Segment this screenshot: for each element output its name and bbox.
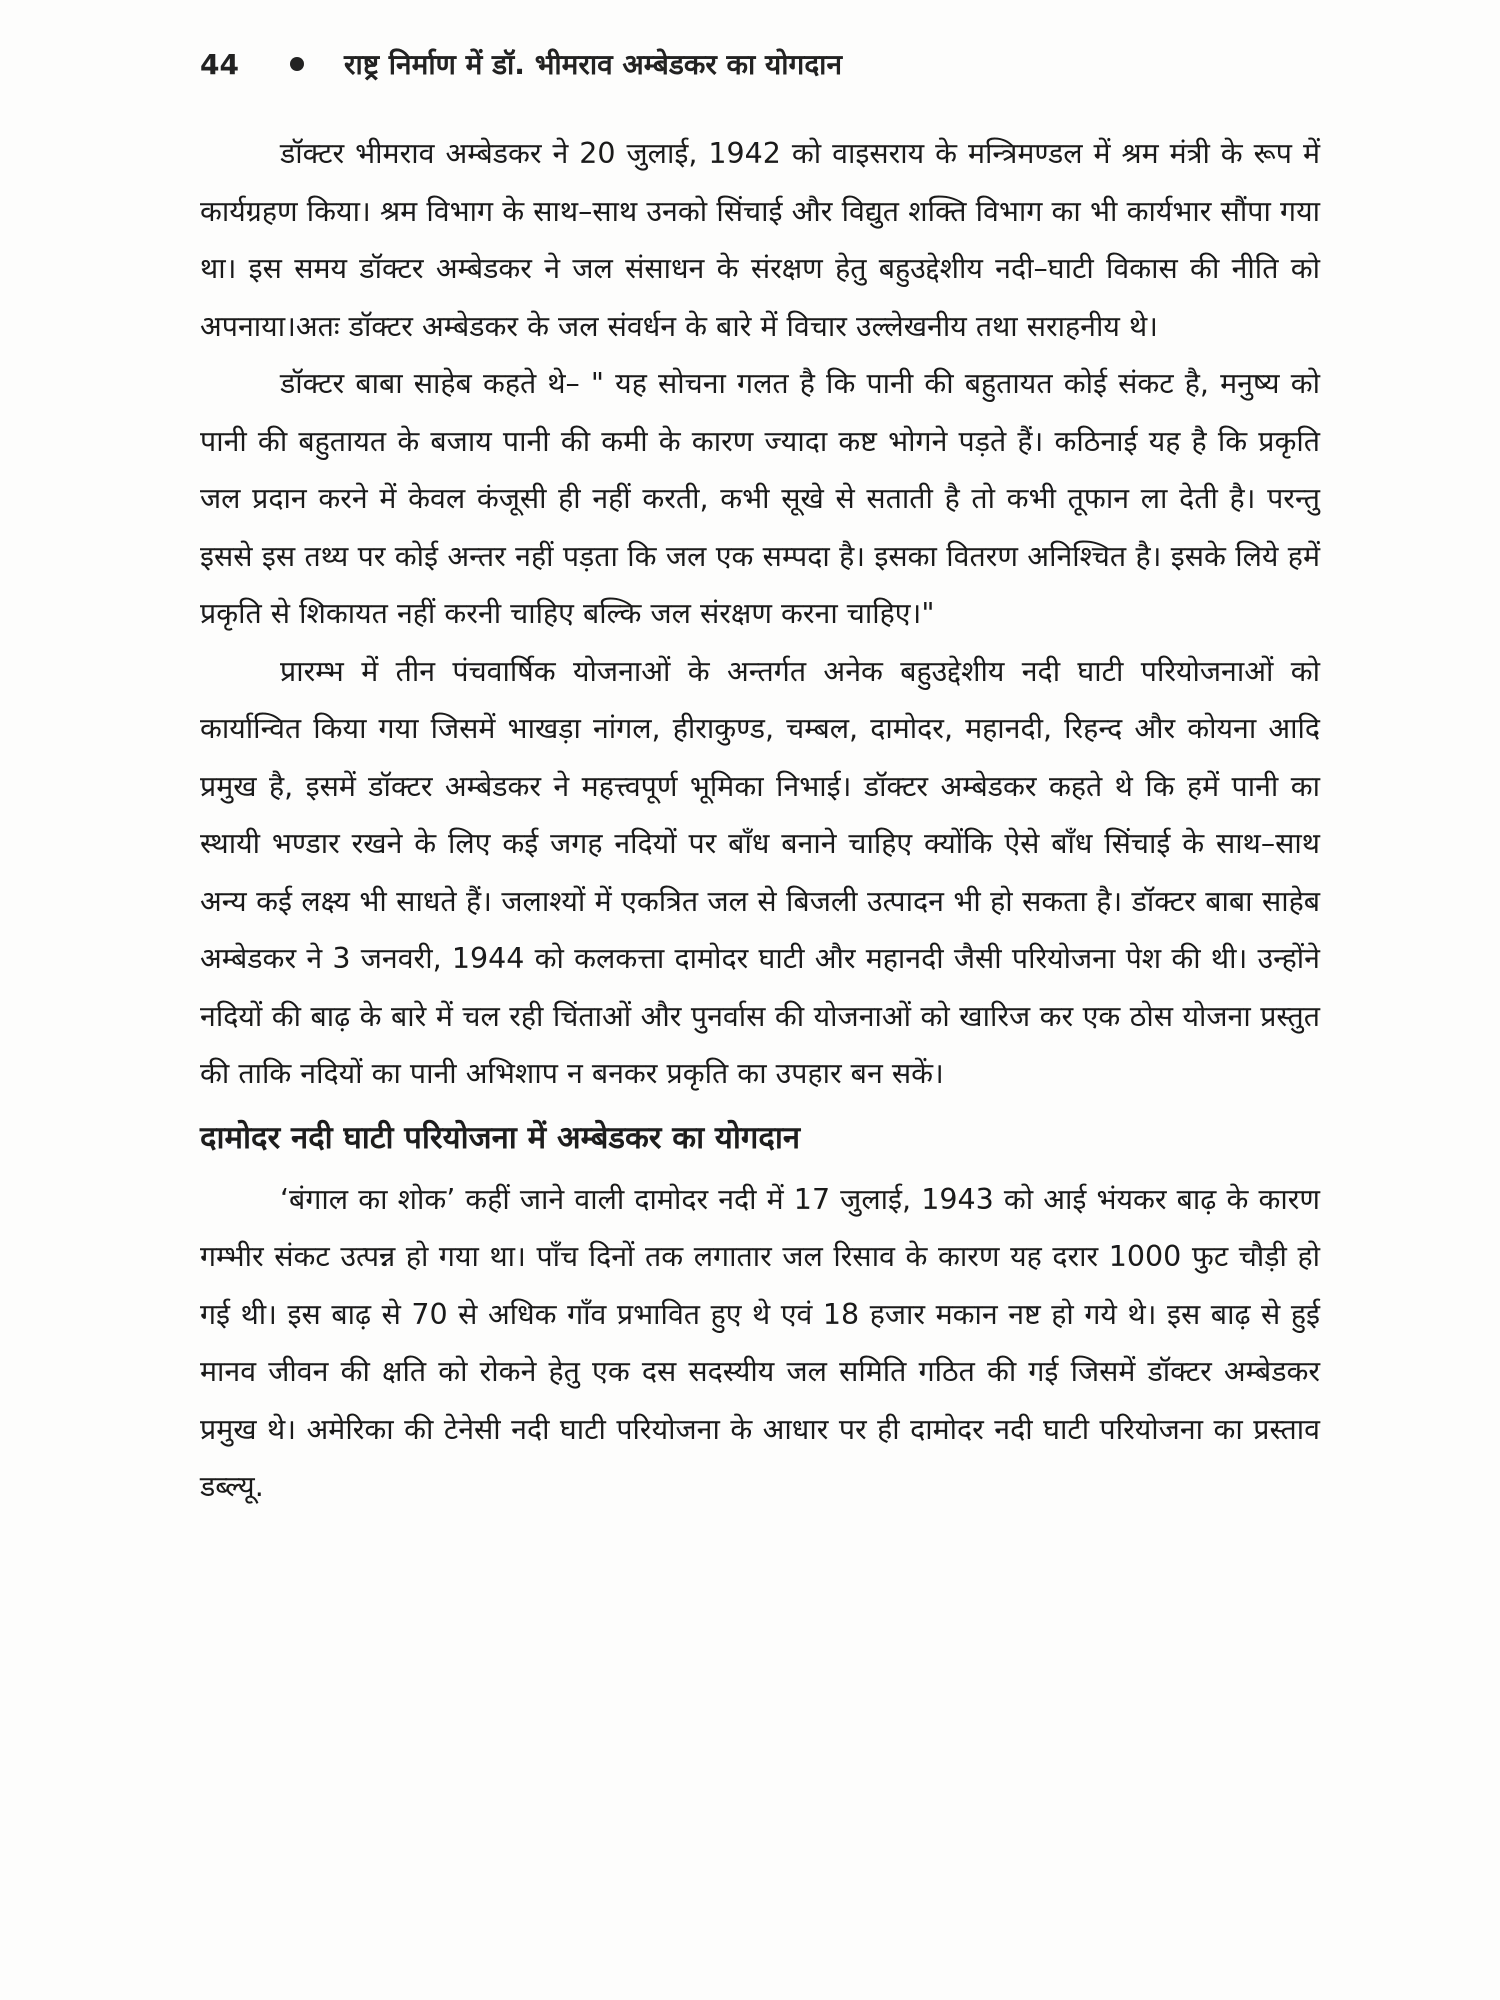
paragraph-3: प्रारम्भ में तीन पंचवार्षिक योजनाओं के अन्तर्गत अनेक बहुउद्देशीय नदी घाटी परियोजनाओं को कार्यान्वित किया गया जिसमें भाखड़ा नांगल, हीराकुण्ड, चम्बल, दामोदर, महानदी, रिहन्द और कोयना आदि प्रमुख है, इसमें डॉक्टर अम्बेडकर ने महत्त्वपूर्ण भूमिका निभाई। डॉक्टर अम्बेडकर कहते थे कि हमें पानी का स्थायी भण्डार रखने के लिए कई जगह नदियों पर बाँध बनाने चाहिए क्योंकि ऐसे बाँध सिंचाई के साथ–साथ अन्य कई लक्ष्य भी साधते हैं। जलाश्यों में एकत्रित जल से बिजली उत्पादन भी हो सकता है। डॉक्टर बाबा साहेब अम्बेडकर ने 3 जनवरी, 1944 को कलकत्ता दामोदर घाटी और महानदी जैसी परियोजना पेश की थी। उन्होंने नदियों की बाढ़ के बारे में चल रही चिंताओं और पुनर्वास की योजनाओं को खारिज कर एक ठोस योजना प्रस्तुत की ताकि नदियों का पानी अभिशाप न बनकर प्रकृति का उपहार बन सकें। [200, 654, 1320, 1090]
body-text [200, 125, 1320, 1516]
paragraph-2: डॉक्टर बाबा साहेब कहते थे– " यह सोचना गलत है कि पानी की बहुतायत कोई संकट है, मनुष्य को पानी की बहुतायत के बजाय पानी की कमी के कारण ज्यादा कष्ट भोगने पड़ते हैं। कठिनाई यह है कि प्रकृति जल प्रदान करने में केवल कंजूसी ही नहीं करती, कभी सूखे से सताती है तो कभी तूफान ला देती है। परन्तु इससे इस तथ्य पर कोई अन्तर नहीं पड़ता कि जल एक सम्पदा है। इसका वितरण अनिश्चित है। इसके लिये हमें प्रकृति से शिकायत नहीं करनी चाहिए बल्कि जल संरक्षण करना चाहिए।" [200, 367, 1320, 630]
paragraph-1: डॉक्टर भीमराव अम्बेडकर ने 20 जुलाई, 1942 को वाइसराय के मन्त्रिमण्डल में श्रम मंत्री के रूप में कार्यग्रहण किया। श्रम विभाग के साथ–साथ उनको सिंचाई और विद्युत शक्ति विभाग का भी कार्यभार सौंपा गया था। इस समय डॉक्टर अम्बेडकर ने जल संसाधन के संरक्षण हेतु बहुउद्देशीय नदी–घाटी विकास की नीति को अपनाया।अतः डॉक्टर अम्बेडकर के जल संवर्धन के बारे में विचार उल्लेखनीय तथा सराहनीय थे। [200, 137, 1320, 343]
bullet-icon [290, 57, 304, 71]
running-head [200, 44, 1320, 84]
page-number: 44 [200, 47, 239, 81]
section-paragraph: ‘बंगाल का शोक’ कहीं जाने वाली दामोदर नदी में 17 जुलाई, 1943 को आई भंयकर बाढ़ के कारण गम्भीर संकट उत्पन्न हो गया था। पाँच दिनों तक लगातार जल रिसाव के कारण यह दरार 1000 फुट चौड़ी हो गई थी। इस बाढ़ से 70 से अधिक गाँव प्रभावित हुए थे एवं 18 हजार मकान नष्ट हो गये थे। इस बाढ़ से हुई मानव जीवन की क्षति को रोकने हेतु एक दस सदस्यीय जल समिति गठित की गई जिसमें डॉक्टर अम्बेडकर प्रमुख थे। अमेरिका की टेनेसी नदी घाटी परियोजना के आधार पर ही दामोदर नदी घाटी परियोजना का प्रस्ताव डब्ल्यू. [200, 1182, 1320, 1503]
running-head-title: राष्ट्र निर्माण में डॉ. भीमराव अम्बेडकर का योगदान [344, 48, 842, 81]
section-heading: दामोदर नदी घाटी परियोजना में अम्बेडकर का योगदान [200, 1119, 801, 1156]
